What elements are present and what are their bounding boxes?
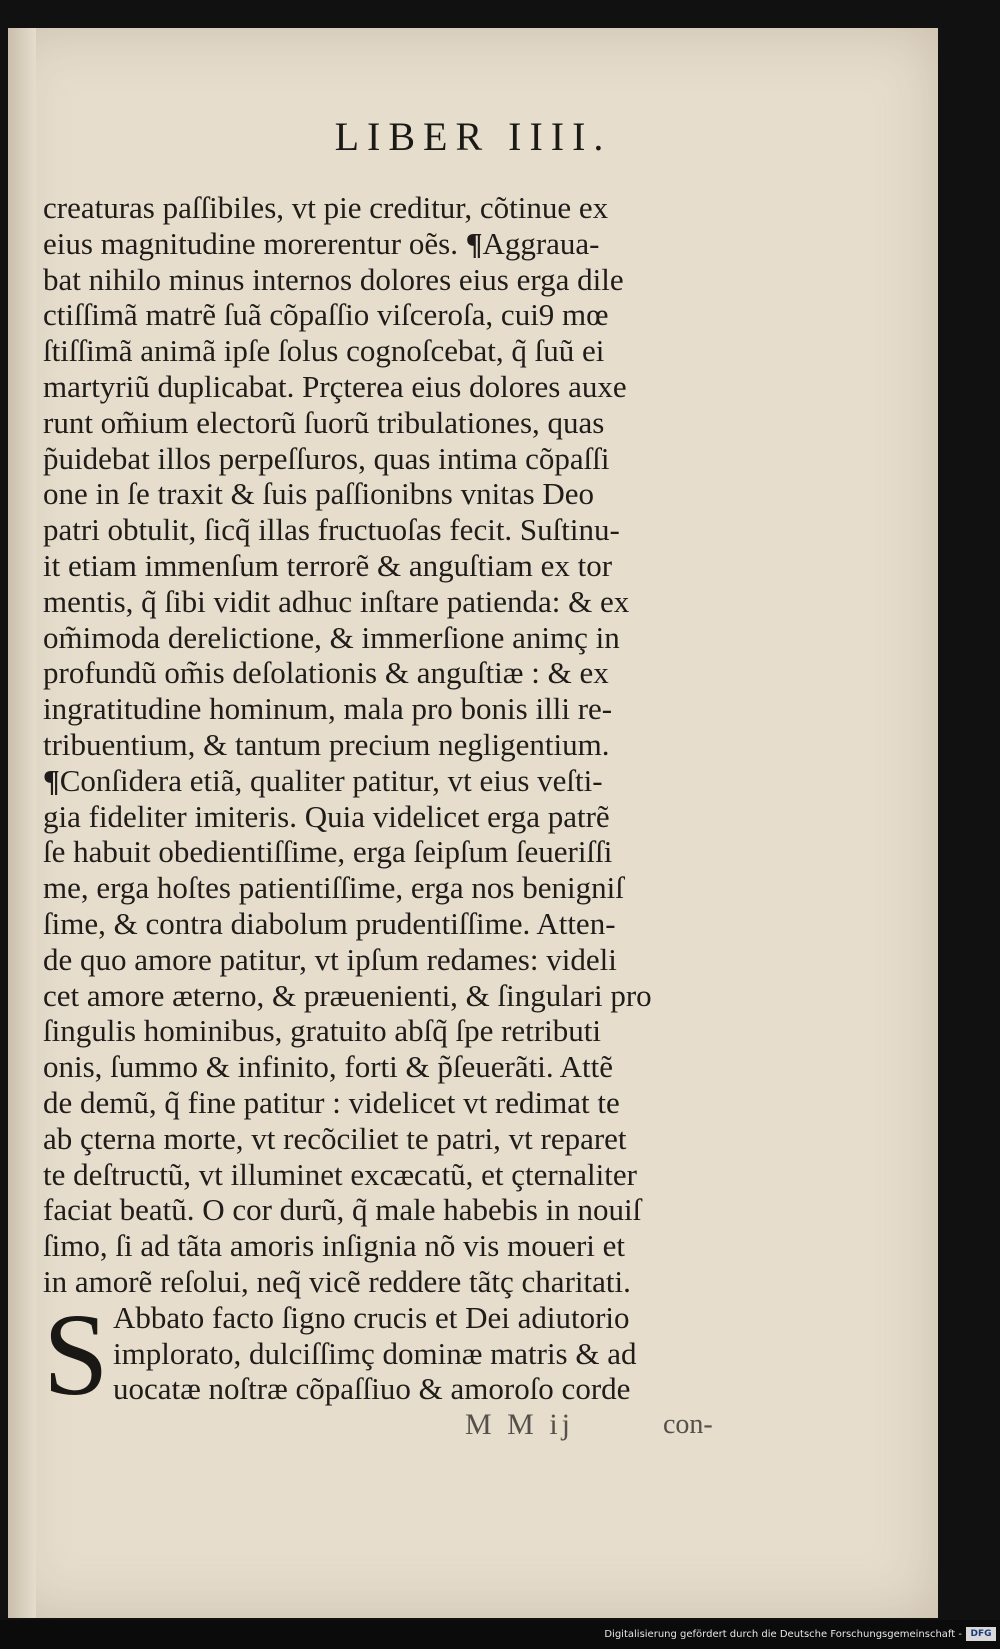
text-line: ſingulis hominibus, gratuito abſq̃ ſpe retributi — [43, 1013, 601, 1049]
running-head: LIBER IIII. — [334, 114, 612, 159]
page-footer — [43, 1407, 733, 1447]
credit-bar — [0, 1620, 1000, 1649]
text-line: creaturas paſſibiles, vt pie creditur, cõtinue ex — [43, 190, 609, 225]
text-line: bat nihilo minus internos dolores eius erga dile — [43, 261, 624, 297]
text-line: cet amore æterno, & præuenienti, & ſingulari pro — [43, 977, 652, 1013]
text-line: patri obtulit, ſicq̃ illas fructuoſas fecit. Suſtinu- — [43, 512, 620, 548]
text-line: mentis, q̃ ſibi vidit adhuc inſtare patienda: & ex — [43, 583, 630, 619]
book-page — [8, 28, 938, 1618]
text-line: martyriũ duplicabat. Prçterea eius dolores auxe — [43, 368, 627, 404]
text-segment: Aggraua- — [482, 225, 600, 261]
catchword: con- — [663, 1409, 713, 1441]
sabbato-paragraph — [43, 1288, 733, 1420]
text-line: ctiſſimã matrẽ ſuã cõpaſſio viſceroſa, cui9 mœ — [43, 297, 609, 333]
text-line: Abbato facto ſigno crucis et Dei adiutorio — [113, 1299, 630, 1335]
text-line — [43, 226, 733, 262]
text-line: de demũ, q̃ fine patitur : videlicet vt redimat te — [43, 1084, 620, 1120]
text-line: runt om̃ium electorũ ſuorũ tribulationes, quas — [43, 404, 605, 440]
text-line: te deſtructũ, vt illuminet excæcatũ, et çternaliter — [43, 1156, 637, 1192]
funding-credit: Digitalisierung gefördert durch die Deutsche Forschungsgemeinschaft - — [604, 1629, 962, 1640]
text-line: ſe habuit obedientiſſime, erga ſeipſum ſeueriſſi — [43, 834, 613, 870]
text-line: om̃imoda derelictione, & immerſione animç in — [43, 619, 620, 655]
text-segment: Conſidera etiã, qualiter patitur, vt eius veſti- — [59, 762, 603, 798]
drop-cap-initial: S — [43, 1288, 109, 1420]
text-line: it etiam immenſum terrorẽ & anguſtiam ex tor — [43, 547, 613, 583]
text-line: me, erga hoſtes patientiſſime, erga nos benigniſ — [43, 870, 624, 906]
text-line: ab çterna morte, vt recõciliet te patri, vt reparet — [43, 1120, 627, 1156]
text-line: onis, ſummo & infinito, forti & p̃ſeuerãti. Attẽ — [43, 1049, 613, 1085]
text-line: faciat beatũ. O cor durũ, q̃ male habebis in nouiſ — [43, 1192, 642, 1228]
text-line: one in ſe traxit & ſuis paſſionibns vnitas Deo — [43, 476, 595, 512]
text-line: implorato, dulciſſimç dominæ matris & ad — [113, 1335, 637, 1371]
text-line: ſime, & contra diabolum prudentiſſime. Atten- — [43, 905, 616, 941]
pilcrow-icon: ¶ — [465, 225, 483, 261]
text-line: gia fideliter imiteris. Quia videlicet erga patrẽ — [43, 798, 610, 834]
text-line: tribuentium, & tantum precium negligentium. — [43, 726, 610, 762]
pilcrow-icon: ¶ — [43, 762, 60, 798]
text-line: ſtiſſimã animã ipſe ſolus cognoſcebat, q̃ ſuũ ei — [43, 333, 605, 369]
text-line: p̃uidebat illos perpeſſuros, quas intima cõpaſſi — [43, 440, 610, 476]
text-line: profundũ om̃is deſolationis & anguſtiæ : & ex — [43, 655, 609, 691]
text-line: in amorẽ reſolui, neq̃ vicẽ reddere tãtç charitati. — [43, 1263, 631, 1299]
main-text-block — [43, 190, 733, 1447]
text-line: ingratitudine hominum, mala pro bonis illi re- — [43, 691, 613, 727]
text-line: de quo amore patitur, vt ipſum redames: videli — [43, 941, 617, 977]
dfg-logo-icon: DFG — [966, 1627, 996, 1641]
text-line: uocatæ noſtræ cõpaſſiuo & amoroſo corde — [113, 1371, 631, 1407]
text-line: ſimo, ſi ad tãta amoris inſignia nõ vis moueri et — [43, 1228, 626, 1264]
text-segment: eius magnitudine morerentur oẽs. — [43, 225, 466, 261]
text-line — [43, 763, 733, 799]
signature-mark: M M ij — [465, 1408, 575, 1442]
